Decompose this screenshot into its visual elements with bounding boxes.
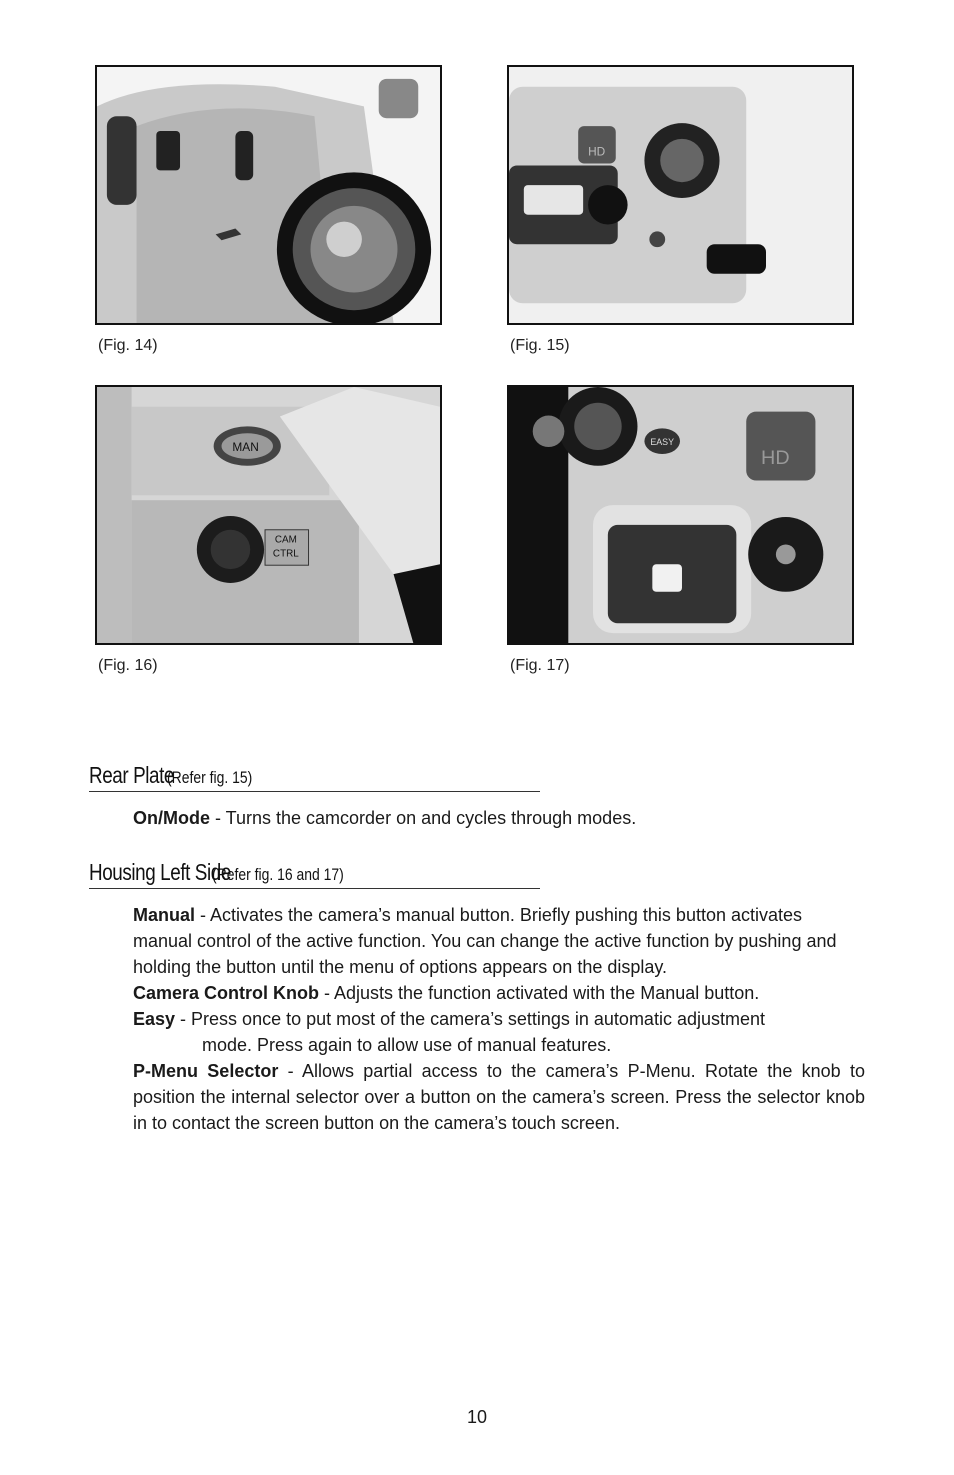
rear-plate-title: Rear Plate [89,762,175,788]
easy-text-2: mode. Press again to allow use of manual features. [202,1035,612,1055]
figure-17-photo [507,385,854,645]
manual-text: - Activates the camera’s manual button. Briefly pushing this button activates manual control of the active function. You can change the active function by pushing and holding the button until the menu of options appears on the display. [133,905,837,977]
manual-description [133,902,865,980]
rear-plate-heading [89,762,540,792]
figure-17-caption: (Fig. 17) [510,657,570,674]
page-number: 10 [466,1407,488,1427]
figure-17-hd-badge: HD [761,446,790,469]
rear-plate-ref: (Refer fig. 15) [167,768,253,787]
easy-description-cont [133,1032,865,1058]
figure-15-hd-badge: HD [588,144,606,159]
figure-14-caption: (Fig. 14) [98,337,158,354]
housing-left-heading [89,859,540,889]
figure-16-man-label: MAN [232,440,259,454]
on-mode-description [133,805,865,831]
manual-term: Manual [133,905,196,925]
p-menu-term: P-Menu Selector [133,1061,279,1081]
figure-16-ctrl-label: CTRL [272,548,299,560]
figure-15-caption: (Fig. 15) [510,337,570,354]
figure-16-cam-label: CAM [274,534,297,546]
on-mode-text: - Turns the camcorder on and cycles through modes. [210,808,637,828]
figure-16-caption: (Fig. 16) [98,657,158,674]
figure-17-easy-label: EASY [650,437,675,448]
easy-term: Easy [133,1009,176,1029]
p-menu-text: - Allows partial access to the camera’s P-Menu. Rotate the knob to position the internal selector over a button on the camera’s screen. Press the selector knob in to contact the screen button on the camera’s touch screen. [133,1061,865,1133]
figure-16-photo [95,385,442,645]
figure-15-photo [507,65,854,325]
easy-description [133,1006,865,1032]
p-menu-description [133,1058,865,1136]
figure-14-photo [95,65,442,325]
camera-control-knob-description [133,980,865,1006]
easy-text-1: - Press once to put most of the camera’s settings in automatic adjustment [175,1009,765,1029]
housing-left-ref: (Refer fig. 16 and 17) [211,865,344,884]
housing-left-title: Housing Left Side [89,859,231,885]
on-mode-term: On/Mode [133,808,210,828]
camera-control-knob-text: - Adjusts the function activated with the Manual button. [319,983,760,1003]
camera-control-knob-term: Camera Control Knob [133,983,320,1003]
